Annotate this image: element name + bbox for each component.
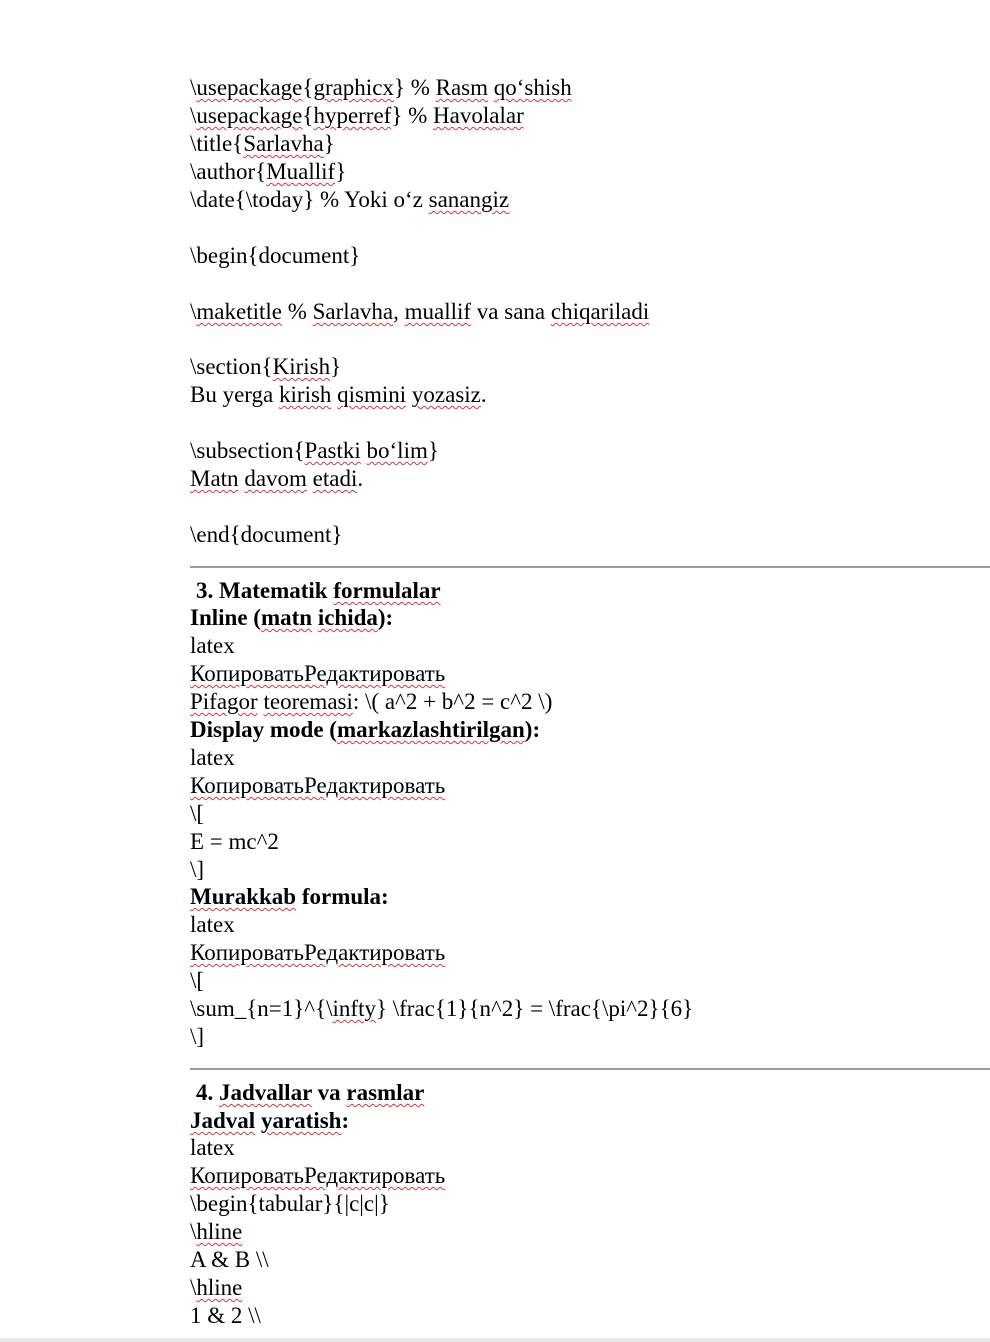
copy-edit-buttons[interactable]: КопироватьРедактировать [190, 773, 446, 798]
display-expression: E = mc^2 [190, 829, 279, 854]
copy-edit-buttons[interactable]: КопироватьРедактировать [190, 940, 446, 965]
complex-open: \[ [190, 968, 205, 993]
code-line-usepackage-graphicx: \usepackage{graphicx} % Rasm qo‘shish [190, 75, 572, 100]
section-3-heading: 3. Matematik formulalar [196, 578, 441, 603]
copy-edit-buttons[interactable]: КопироватьРедактировать [190, 661, 446, 686]
inline-label: Inline (matn ichida): [190, 605, 394, 630]
tabular-hline: \hline [190, 1219, 243, 1244]
code-language-label: latex [190, 745, 235, 770]
tabular-row: 1 & 2 \\ [190, 1303, 261, 1328]
complex-expression: \sum_{n=1}^{\infty} \frac{1}{n^2} = \frac{\pi^2}{6} [190, 996, 694, 1021]
code-line-intro-text: Bu yerga kirish qismini yozasiz. [190, 382, 487, 407]
section-4-heading: 4. Jadvallar va rasmlar [196, 1080, 425, 1105]
code-line-date: \date{\today} % Yoki o‘z sanangiz [190, 187, 510, 212]
code-line-body-text: Matn davom etadi. [190, 466, 364, 491]
copy-edit-buttons[interactable]: КопироватьРедактировать [190, 1163, 446, 1188]
tabular-hline: \hline [190, 1275, 243, 1300]
code-line-maketitle: \maketitle % Sarlavha, muallif va sana chiqariladi [190, 299, 650, 324]
code-line-section: \section{Kirish} [190, 354, 342, 379]
code-line-subsection: \subsection{Pastki bo‘lim} [190, 438, 439, 463]
table-label: Jadval yaratish: [190, 1108, 350, 1133]
page-bottom-edge [0, 1338, 990, 1342]
code-line-end-document: \end{document} [190, 522, 343, 547]
code-language-label: latex [190, 633, 235, 658]
display-close: \] [190, 857, 205, 882]
complex-close: \] [190, 1024, 205, 1049]
display-mode-label: Display mode (markazlashtirilgan): [190, 717, 541, 742]
inline-formula-code: Pifagor teoremasi: \( a^2 + b^2 = c^2 \) [190, 689, 553, 714]
display-open: \[ [190, 801, 205, 826]
tabular-begin: \begin{tabular}{|c|c|} [190, 1191, 390, 1216]
horizontal-rule [190, 566, 990, 568]
code-language-label: latex [190, 912, 235, 937]
code-line-usepackage-hyperref: \usepackage{hyperref} % Havolalar [190, 103, 524, 128]
horizontal-rule [190, 1068, 990, 1070]
tabular-row: A & B \\ [190, 1247, 269, 1272]
complex-formula-label: Murakkab formula: [190, 884, 389, 909]
code-language-label: latex [190, 1135, 235, 1160]
code-line-title: \title{Sarlavha} [190, 131, 335, 156]
code-line-author: \author{Muallif} [190, 159, 347, 184]
code-line-begin-document: \begin{document} [190, 243, 361, 268]
